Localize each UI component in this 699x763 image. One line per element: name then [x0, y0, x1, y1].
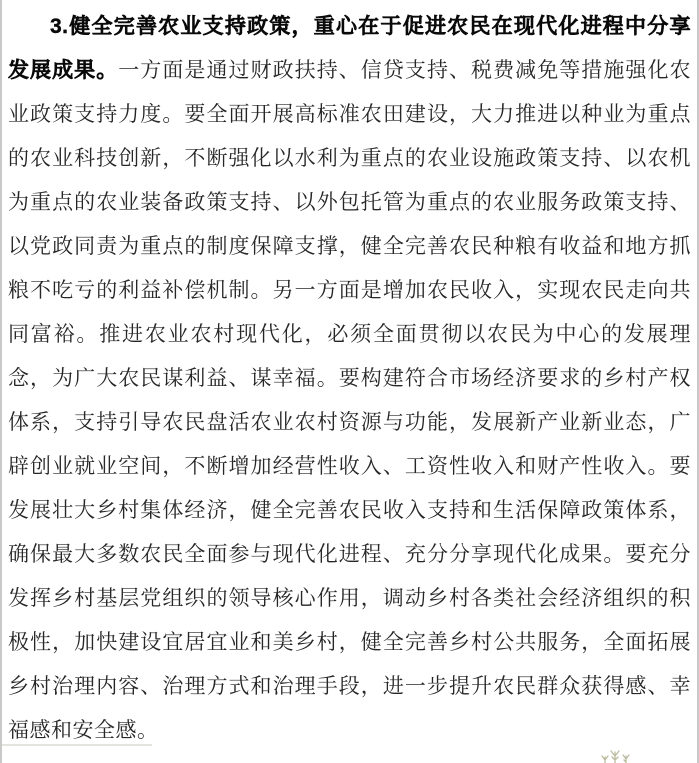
text-line — [8, 269, 691, 313]
scan-artifact-line — [2, 744, 152, 746]
text-line — [8, 225, 691, 269]
plant-sprout-icon — [598, 747, 634, 763]
text-line — [8, 489, 691, 533]
text-line — [8, 49, 691, 93]
text-line — [8, 93, 691, 137]
body-text-segment: 体系，支持引导农民盘活农业农村资源与功能，发展新产业新业态，广 — [8, 411, 691, 434]
body-text-segment: 业政策支持力度。要全面开展高标准农田建设，大力推进以种业为重点 — [8, 103, 691, 126]
text-line — [8, 533, 691, 577]
text-line — [8, 709, 691, 753]
body-text-segment: 同富裕。推进农业农村现代化，必须全面贯彻以农民为中心的发展理 — [8, 323, 691, 346]
body-text-segment: 福感和安全感。 — [8, 719, 159, 742]
text-line — [8, 313, 691, 357]
text-line — [8, 665, 691, 709]
body-text-segment: 以党政同责为重点的制度保障支撑，健全完善农民种粮有收益和地方抓 — [8, 235, 691, 258]
text-line — [8, 357, 691, 401]
body-text-segment: 粮不吃亏的利益补偿机制。另一方面是增加农民收入，实现农民走向共 — [8, 279, 691, 302]
text-line — [8, 137, 691, 181]
body-text-segment: 念，为广大农民谋利益、谋幸福。要构建符合市场经济要求的乡村产权 — [8, 367, 691, 390]
text-line — [8, 401, 691, 445]
text-line — [8, 5, 691, 49]
body-text-segment: 辟创业就业空间，不断增加经营性收入、工资性收入和财产性收入。要 — [8, 455, 691, 478]
text-lines — [2, 0, 697, 753]
body-text-segment: 确保最大多数农民全面参与现代化进程、充分分享现代化成果。要充分 — [8, 543, 691, 566]
body-text-segment: 的农业科技创新，不断强化以水利为重点的农业设施政策支持、以农机 — [8, 147, 691, 170]
body-text-segment: 乡村治理内容、治理方式和治理手段，进一步提升农民群众获得感、幸 — [8, 675, 691, 698]
body-text-segment: 极性，加快建设宜居宜业和美乡村，健全完善乡村公共服务，全面拓展 — [8, 631, 691, 654]
heading-text-segment: 发展成果。 — [8, 59, 119, 82]
text-line — [8, 621, 691, 665]
heading-text-segment: 3.健全完善农业支持政策，重心在于促进农民在现代化进程中分享 — [50, 15, 691, 38]
body-text-segment: 为重点的农业装备政策支持、以外包托管为重点的农业服务政策支持、 — [8, 191, 691, 214]
body-text-segment: 发挥乡村基层党组织的领导核心作用，调动乡村各类社会经济组织的积 — [8, 587, 691, 610]
body-text-segment: 发展壮大乡村集体经济，健全完善农民收入支持和生活保障政策体系， — [8, 499, 691, 522]
text-line — [8, 445, 691, 489]
text-line — [8, 577, 691, 621]
text-line — [8, 181, 691, 225]
body-text-segment: 一方面是通过财政扶持、信贷支持、税费减免等措施强化农 — [118, 59, 691, 82]
